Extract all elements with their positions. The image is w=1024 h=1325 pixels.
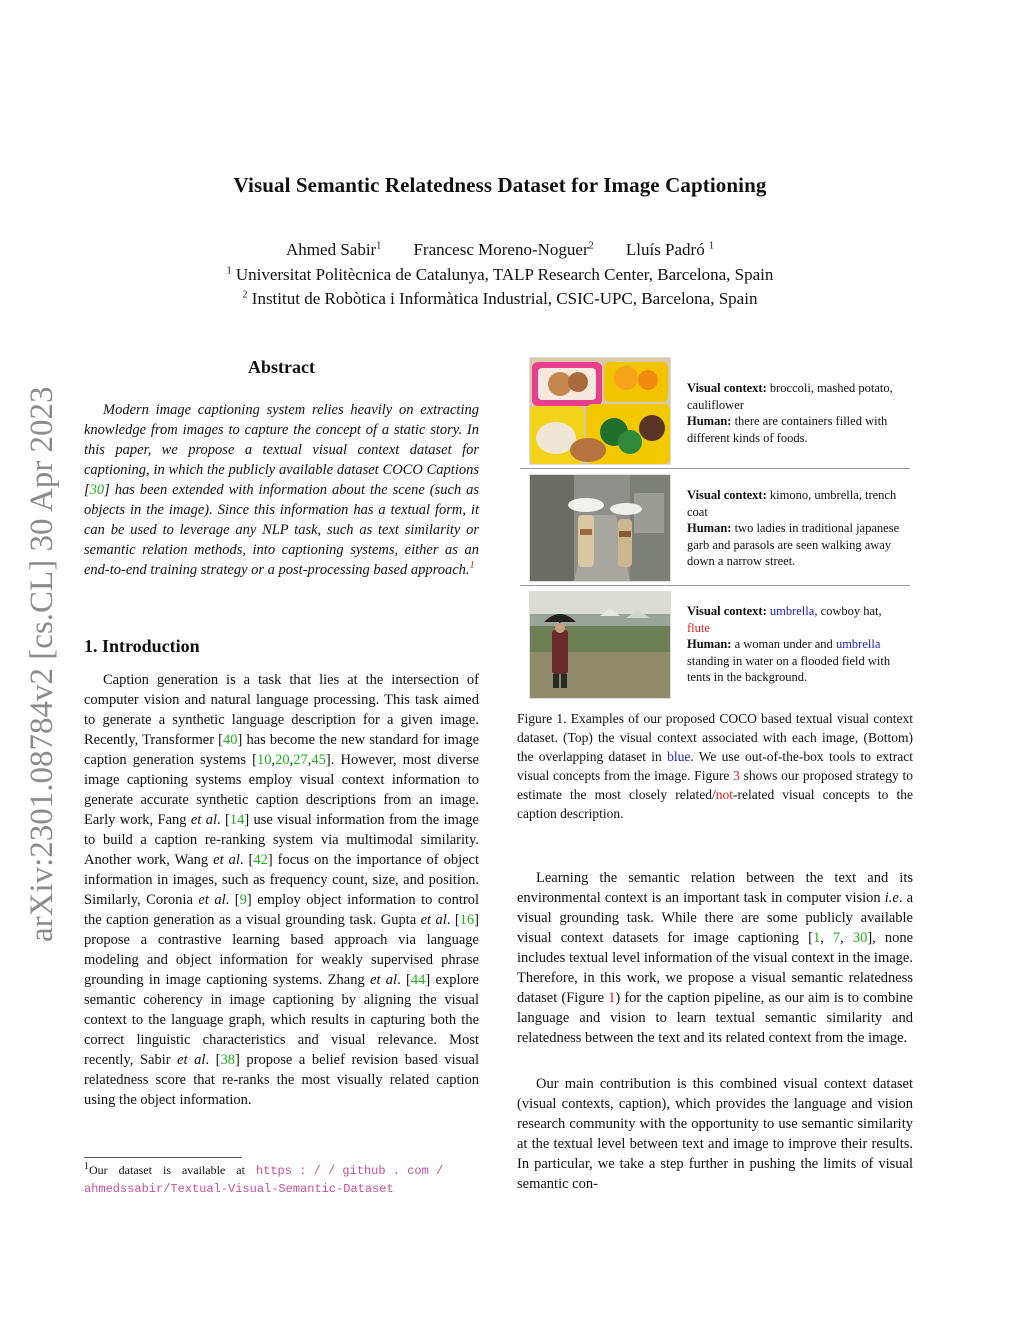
citation-link[interactable]: 16 xyxy=(459,912,475,928)
author: Lluís Padró $^1$ xyxy=(625,240,714,259)
body-paragraph: Our main contribution is this combined visual context dataset (visual contexts, caption), which provides the language and vision research community with the opportunity to use semantic similarity at the textual level between text and image to improve their results. In particular, we take a step further in pushing the limits of visual semantic con- xyxy=(517,1076,913,1192)
citation-link[interactable]: 30 xyxy=(89,482,105,498)
citation-link[interactable]: 45 xyxy=(311,752,326,768)
citation-link[interactable]: 9 xyxy=(239,892,247,908)
figure-reference-link[interactable]: 3 xyxy=(733,768,740,783)
author: Francesc Moreno-Noguer$^2$ xyxy=(413,240,594,259)
github-link[interactable]: https : / / github . com / xyxy=(255,1164,444,1178)
citation-link[interactable]: 1 xyxy=(812,930,821,946)
figure-row-1-text: Visual context: broccoli, mashed potato, cauliflower Human: there are containers filled with different kinds of foods. xyxy=(687,381,893,445)
arxiv-identifier: arXiv:2301.08784v2 [cs.CL] 30 Apr 2023 xyxy=(24,386,60,942)
affiliation: $^2$ Institut de Robòtica i Informàtica Industrial, CSIC-UPC, Barcelona, Spain xyxy=(242,289,758,308)
abstract-text: Modern image captioning system relies heavily on extracting knowledge from images to capture the concept of a static story. In this paper, we propose a textual visual context dataset for captioning, in which the publicly available dataset COCO Captions [30] has been extended with information about the scene (such as objects in the image). Since this information has a textual form, it can be used to leverage any NLP task, such as text similarity or semantic relation methods, into captioning systems, either as an end-to-end training strategy or a post-processing based approach.$^1$ xyxy=(84,402,479,578)
author-list xyxy=(0,240,1000,260)
affiliation: $^1$ Universitat Politècnica de Catalunya, TALP Research Center, Barcelona, Spain xyxy=(226,265,774,284)
citation-link[interactable]: 38 xyxy=(220,1052,235,1068)
flood-image xyxy=(529,591,671,699)
citation-link[interactable]: 10 xyxy=(257,752,272,768)
footnote: $^1$Our dataset is available at https : / / github . com / ahmedssabir/Textual-Visual-Semantic-Dataset xyxy=(84,1161,444,1196)
street-image xyxy=(529,474,671,582)
footnote-rule xyxy=(84,1157,242,1158)
citation-link[interactable]: 44 xyxy=(410,972,426,988)
citation-link[interactable]: 14 xyxy=(229,812,245,828)
citation-link[interactable]: 42 xyxy=(253,852,268,868)
food-image xyxy=(529,357,671,465)
abstract-heading: Abstract xyxy=(248,357,315,377)
figure-reference-link[interactable]: 1 xyxy=(608,990,616,1006)
figure-divider xyxy=(520,585,910,586)
footnote-marker[interactable]: 1 xyxy=(469,560,475,572)
body-paragraph: Learning the semantic relation between the text and its environmental context is an important task in computer vision i.e. a visual grounding task. While there are some publicly available visual context datasets for image captioning [1, 7, 30], none includes textual level information of the visual context in the image. Therefore, in this work, we propose a visual semantic relatedness dataset (Figure 1) for the caption pipeline, as our aim is to combine language and vision to learn textual semantic similarity and relatedness between the text and its related context from the image. xyxy=(517,870,914,1046)
github-link[interactable]: ahmedssabir/Textual-Visual-Semantic-Dataset xyxy=(84,1182,394,1196)
figure-row-2-text: Visual context: kimono, umbrella, trench coat Human: two ladies in traditional japanese garb and parasols are seen walking away down a narrow street. xyxy=(687,488,900,568)
intro-paragraph: Caption generation is a task that lies at the intersection of computer vision and natural language processing. This task aimed to generate a synthetic language description for a given image. Recently, Transformer [40] has become the new standard for image caption generation systems [10,20,27,45]. However, most diverse image captioning systems employ visual context information to generate accurate synthetic caption descriptions from an image. Early work, Fang et al. [14] use visual information from the image to build a caption re-ranking system via multimodal similarity. Another work, Wang et al. [42] focus on the importance of object information in images, such as frequency count, size, and position. Similarly, Coronia et al. [9] employ object information to control the caption generation as a visual grounding task. Gupta et al. [16] propose a contrastive learning based approach via language modeling and object information for weakly supervised phrase grounding in image captioning systems. Zhang et al. [44] explore semantic coherency in image captioning by aligning the visual context to the language graph, which results in capturing both the correct linguistic characteristics and visual relevance. Most recently, Sabir et al. [38] propose a belief revision based visual relatedness score that re-ranks the most visually related caption using the object information. xyxy=(84,672,479,1108)
figure-divider xyxy=(520,468,910,469)
figure-caption: Figure 1. Examples of our proposed COCO based textual visual context dataset. (Top) the visual context associated with each image, (Bottom) the overlapping dataset in blue. We use out-of-the-box tools to extract visual concepts from the image. Figure 3 shows our proposed strategy to estimate the most closely related/not-related visual concepts to the caption description. xyxy=(517,711,913,821)
citation-link[interactable]: 20 xyxy=(275,752,290,768)
citation-link[interactable]: 40 xyxy=(223,732,238,748)
figure-row-3-text: Visual context: umbrella, cowboy hat, flute Human: a woman under and umbrella standing in water on a flooded field with tents in the background. xyxy=(687,604,891,684)
citation-link[interactable]: 27 xyxy=(293,752,308,768)
intro-heading: 1. Introduction xyxy=(84,636,200,656)
citation-link[interactable]: 30 xyxy=(852,930,868,946)
citation-link[interactable]: 7 xyxy=(832,930,841,946)
author: Ahmed Sabir$^1$ xyxy=(286,240,382,259)
paper-title: Visual Semantic Relatedness Dataset for Image Captioning xyxy=(233,173,767,197)
